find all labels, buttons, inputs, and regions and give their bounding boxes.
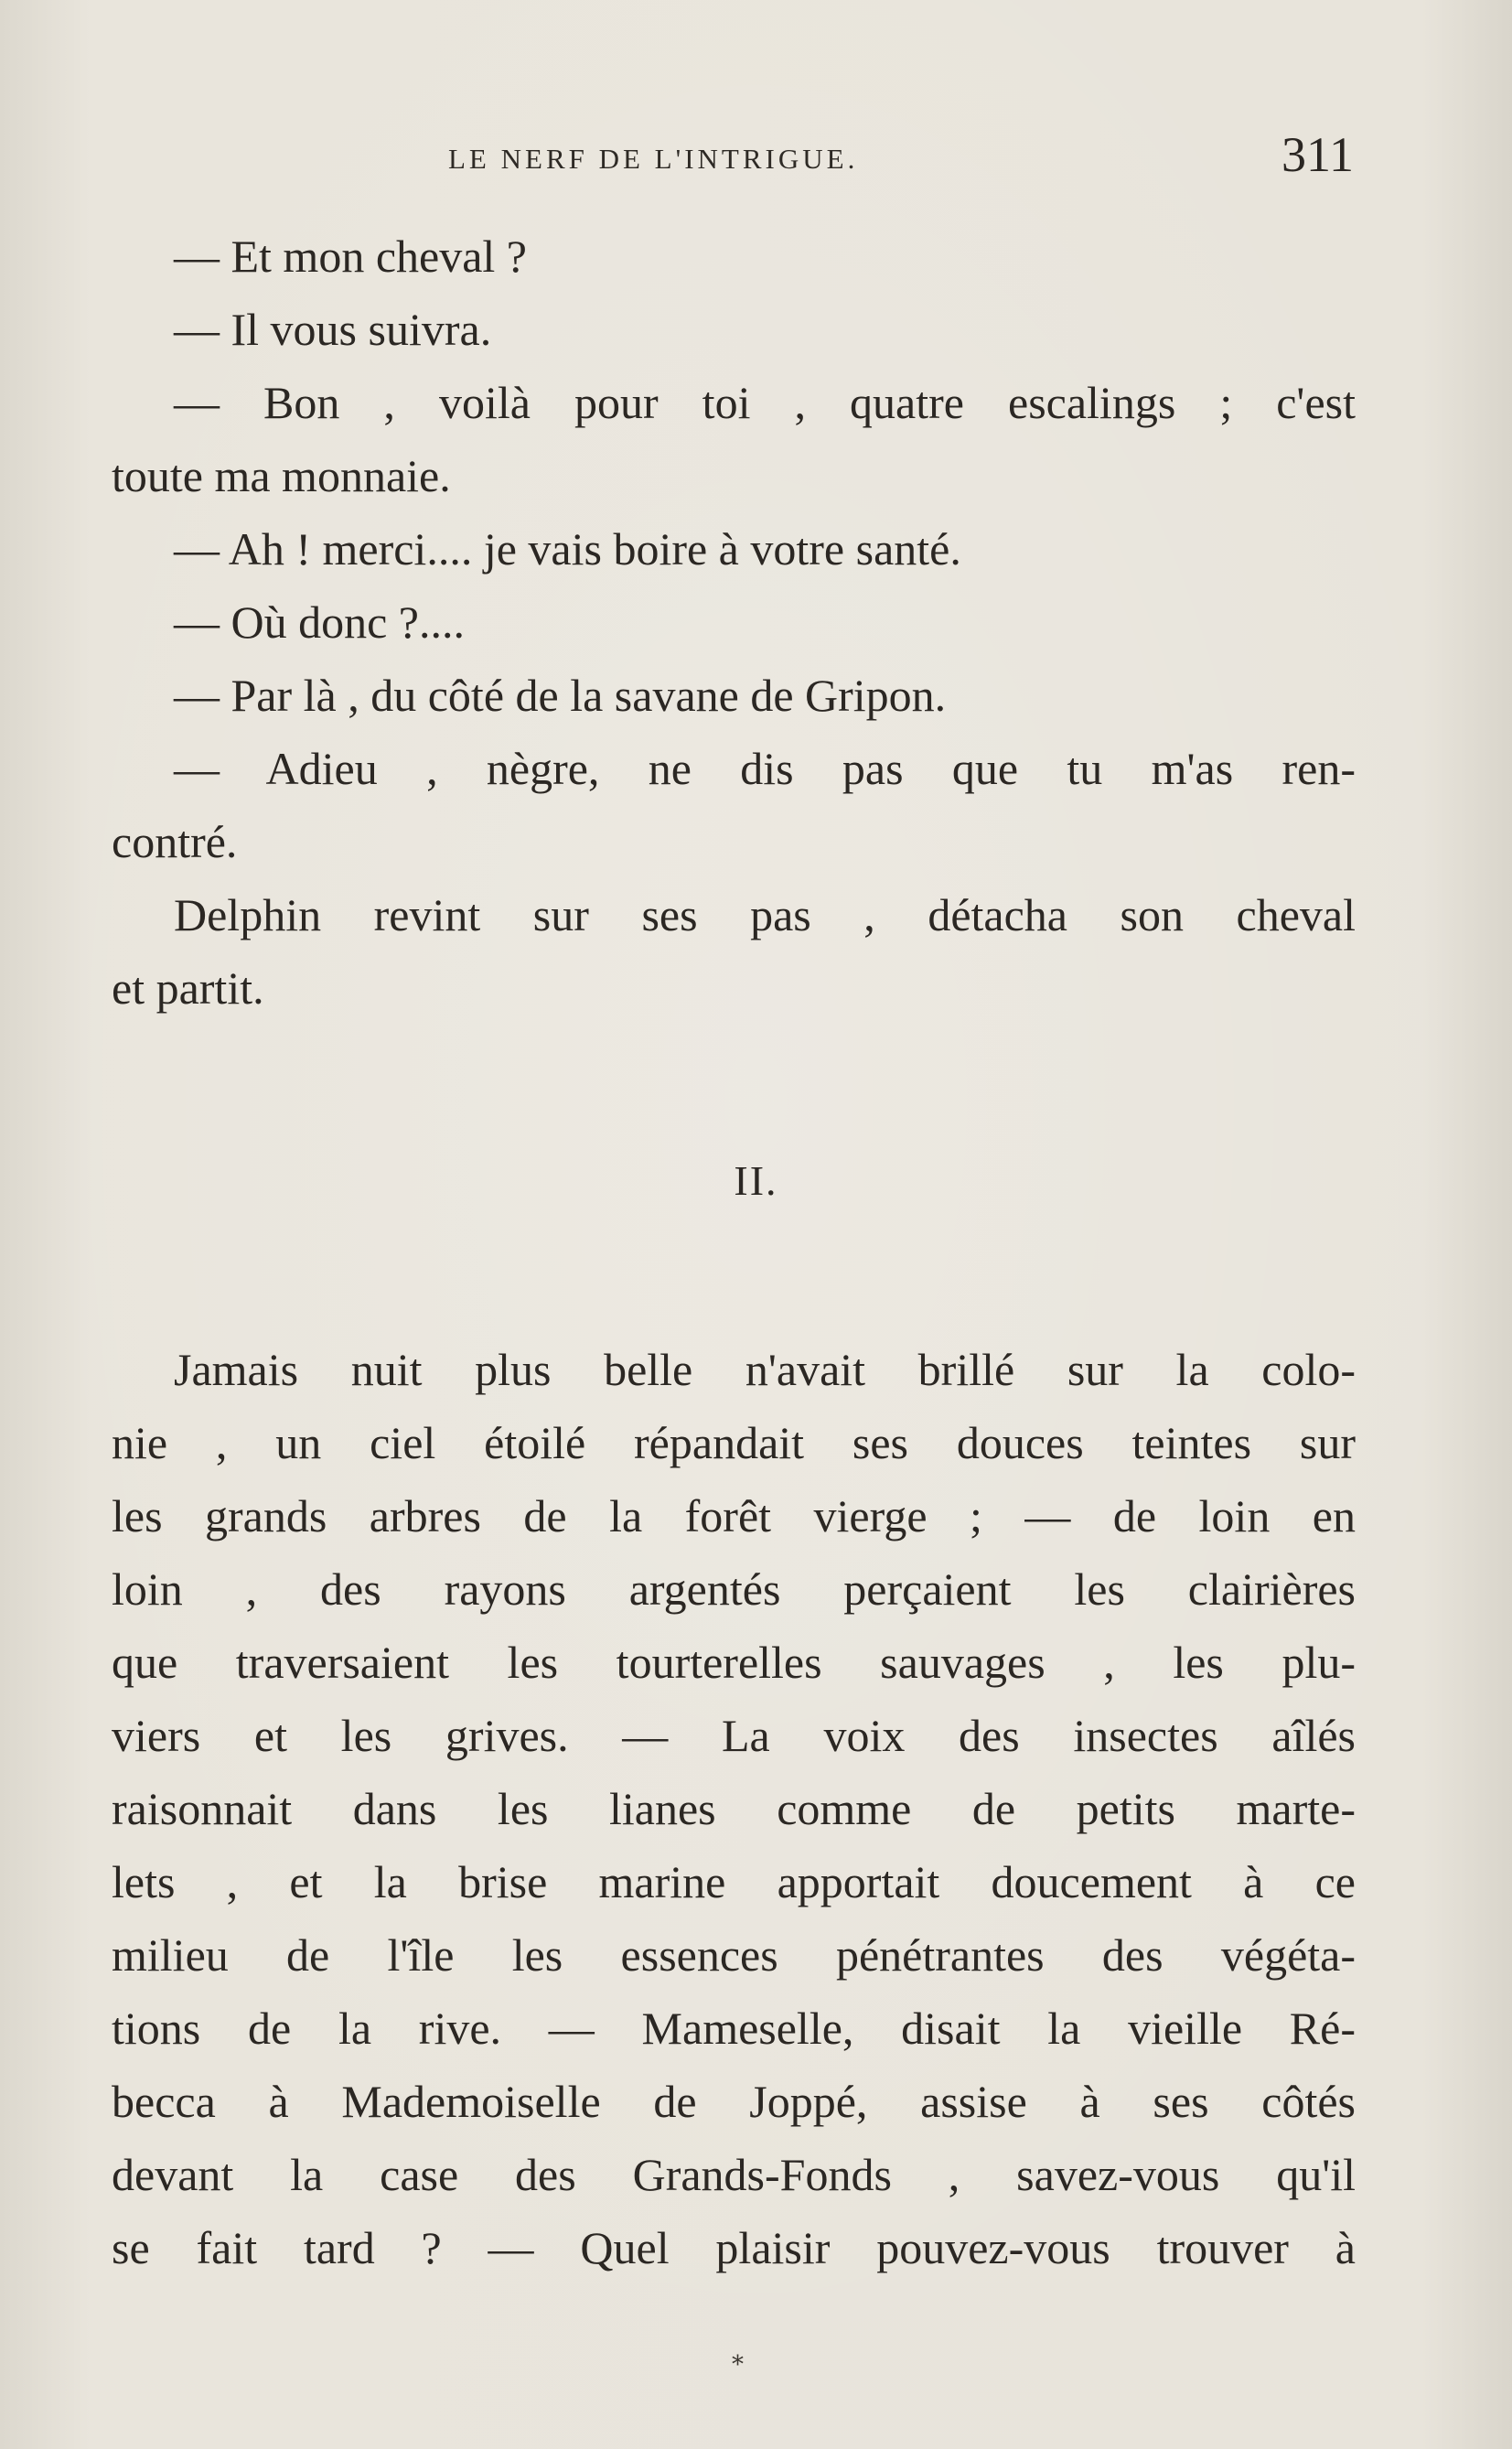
text-line: — Ah ! merci.... je vais boire à votre santé. [174, 523, 961, 575]
text-line: raisonnait dans les lianes comme de petits marte- [112, 1783, 1356, 1834]
text-line: Jamais nuit plus belle n'avait brillé sur la colo- [174, 1344, 1356, 1395]
running-title: LE NERF DE L'INTRIGUE. [448, 143, 859, 175]
text-line: milieu de l'île les essences pénétrantes des végéta- [112, 1929, 1356, 1981]
page-header [448, 126, 1354, 181]
section-heading: II. [734, 1157, 778, 1204]
text-line: — Il vous suivra. [174, 304, 492, 355]
text-line: toute ma monnaie. [112, 450, 451, 501]
text-line: nie , un ciel étoilé répandait ses douces teintes sur [112, 1417, 1356, 1468]
text-line: viers et les grives. — La voix des insectes aîlés [112, 1710, 1356, 1761]
text-line: contré. [112, 816, 238, 867]
text-line: que traversaient les tourterelles sauvages , les plu- [112, 1637, 1356, 1688]
text-line: — Adieu , nègre, ne dis pas que tu m'as ren- [174, 743, 1356, 794]
text-line: Delphin revint sur ses pas , détacha son cheval [174, 889, 1356, 940]
text-line: se fait tard ? — Quel plaisir pouvez-vous trouver à [112, 2222, 1356, 2273]
footer-mark: * [732, 2351, 744, 2379]
text-line: et partit. [112, 962, 264, 1014]
page-number: 311 [1281, 127, 1354, 182]
text-line: becca à Mademoiselle de Joppé, assise à ses côtés [112, 2076, 1356, 2127]
dialogue-block [112, 220, 1356, 1025]
text-line: tions de la rive. — Mameselle, disait la vieille Ré- [112, 2003, 1356, 2054]
text-line: lets , et la brise marine apportait doucement à ce [112, 1856, 1356, 1907]
text-line: — Et mon cheval ? [174, 231, 527, 282]
text-line: — Par là , du côté de la savane de Gripon. [174, 670, 947, 721]
text-line: — Où donc ?.... [174, 596, 465, 648]
narrative-block [112, 1333, 1356, 2284]
text-line: les grands arbres de la forêt vierge ; — de loin en [112, 1490, 1356, 1541]
text-line: loin , des rayons argentés perçaient les clairières [112, 1563, 1356, 1615]
text-line: — Bon , voilà pour toi , quatre escalings ; c'est [174, 377, 1356, 428]
text-line: devant la case des Grands-Fonds , savez-vous qu'il [112, 2149, 1356, 2200]
